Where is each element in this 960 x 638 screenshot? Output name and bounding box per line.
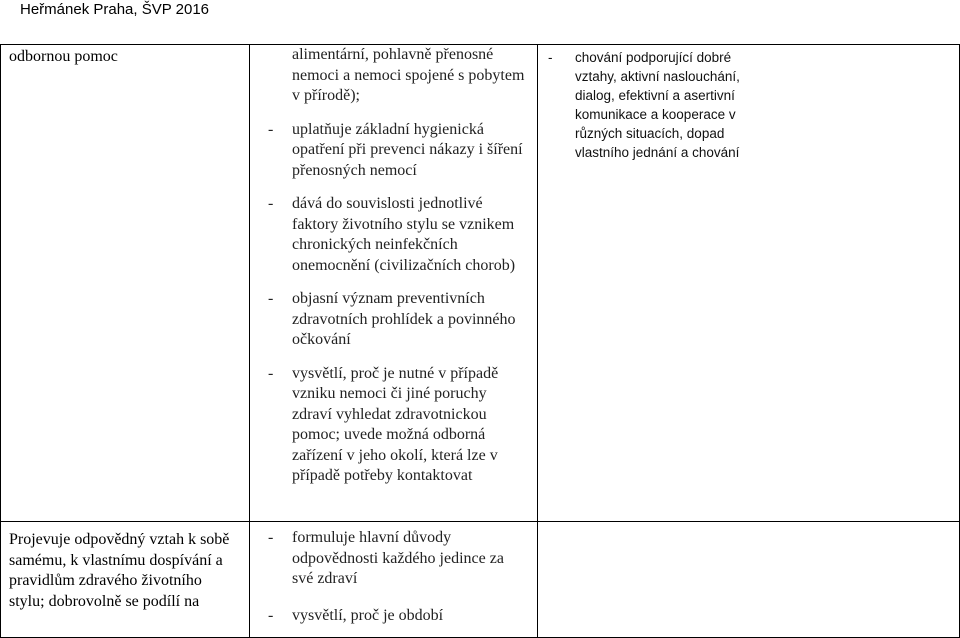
topics-cell	[538, 522, 960, 638]
curriculum-table	[0, 44, 960, 638]
page-header: Heřmánek Praha, ŠVP 2016	[20, 1, 210, 18]
dash-marker: -	[268, 529, 274, 546]
list-item-text: chování podporující dobré vztahy, aktivní naslouchání, dialog, efektivní a asertivní komunikace a kooperace v různých situacích, dopad vlastního jednání a chování	[575, 50, 740, 160]
list-item-text: uplatňuje základní hygienická opatření při prevenci nákazy i šíření přenosných nemocí	[292, 120, 523, 179]
dash-marker: -	[548, 50, 553, 65]
outcome-text: Projevuje odpovědný vztah k sobě samému, k vlastnímu dospívání a pravidlům zdravého životního stylu; dobrovolně se podílí na	[9, 531, 230, 610]
outcome-list	[250, 522, 529, 626]
list-item-text: objasní význam preventivních zdravotních prohlídek a povinného očkování	[292, 290, 516, 348]
list-item	[250, 289, 529, 351]
list-item	[250, 364, 529, 487]
dash-marker: -	[268, 290, 274, 307]
learning-outcomes-cell	[250, 45, 538, 522]
list-item-text: dává do souvislosti jednotlivé faktory životního stylu se vznikem chronických neinfekčních onemocnění (civilizačních chorob)	[292, 195, 516, 274]
list-item-text: formuluje hlavní důvody odpovědnosti každého jedince za své zdraví	[292, 529, 504, 587]
continuation-text: alimentární, pohlavně přenosné nemoci a nemoci spojené s pobytem v přírodě);	[292, 46, 525, 104]
list-item	[250, 606, 529, 627]
dash-marker: -	[268, 364, 274, 382]
list-item-text: vysvětlí, proč je období	[292, 606, 444, 624]
outcome-list	[250, 120, 529, 487]
list-item	[250, 194, 529, 276]
topics-cell	[538, 45, 960, 522]
dash-marker: -	[268, 195, 274, 212]
table-row	[1, 45, 960, 522]
outcome-text: odbornou pomoc	[9, 48, 118, 65]
table-row	[1, 522, 960, 638]
dash-marker: -	[268, 120, 274, 138]
outcome-cell	[1, 45, 250, 522]
dash-marker: -	[268, 606, 274, 624]
list-item	[548, 48, 951, 162]
list-item	[250, 120, 529, 182]
learning-outcomes-cell	[250, 522, 538, 638]
list-item-text: vysvětlí, proč je nutné v případě vzniku nemoci či jiné poruchy zdraví vyhledat zdravotnickou pomoc; uvede možná odborná zařízení v jeho okolí, která lze v případě potřeby kontaktovat	[292, 364, 499, 484]
list-item	[250, 528, 529, 590]
outcome-cell	[1, 522, 250, 638]
